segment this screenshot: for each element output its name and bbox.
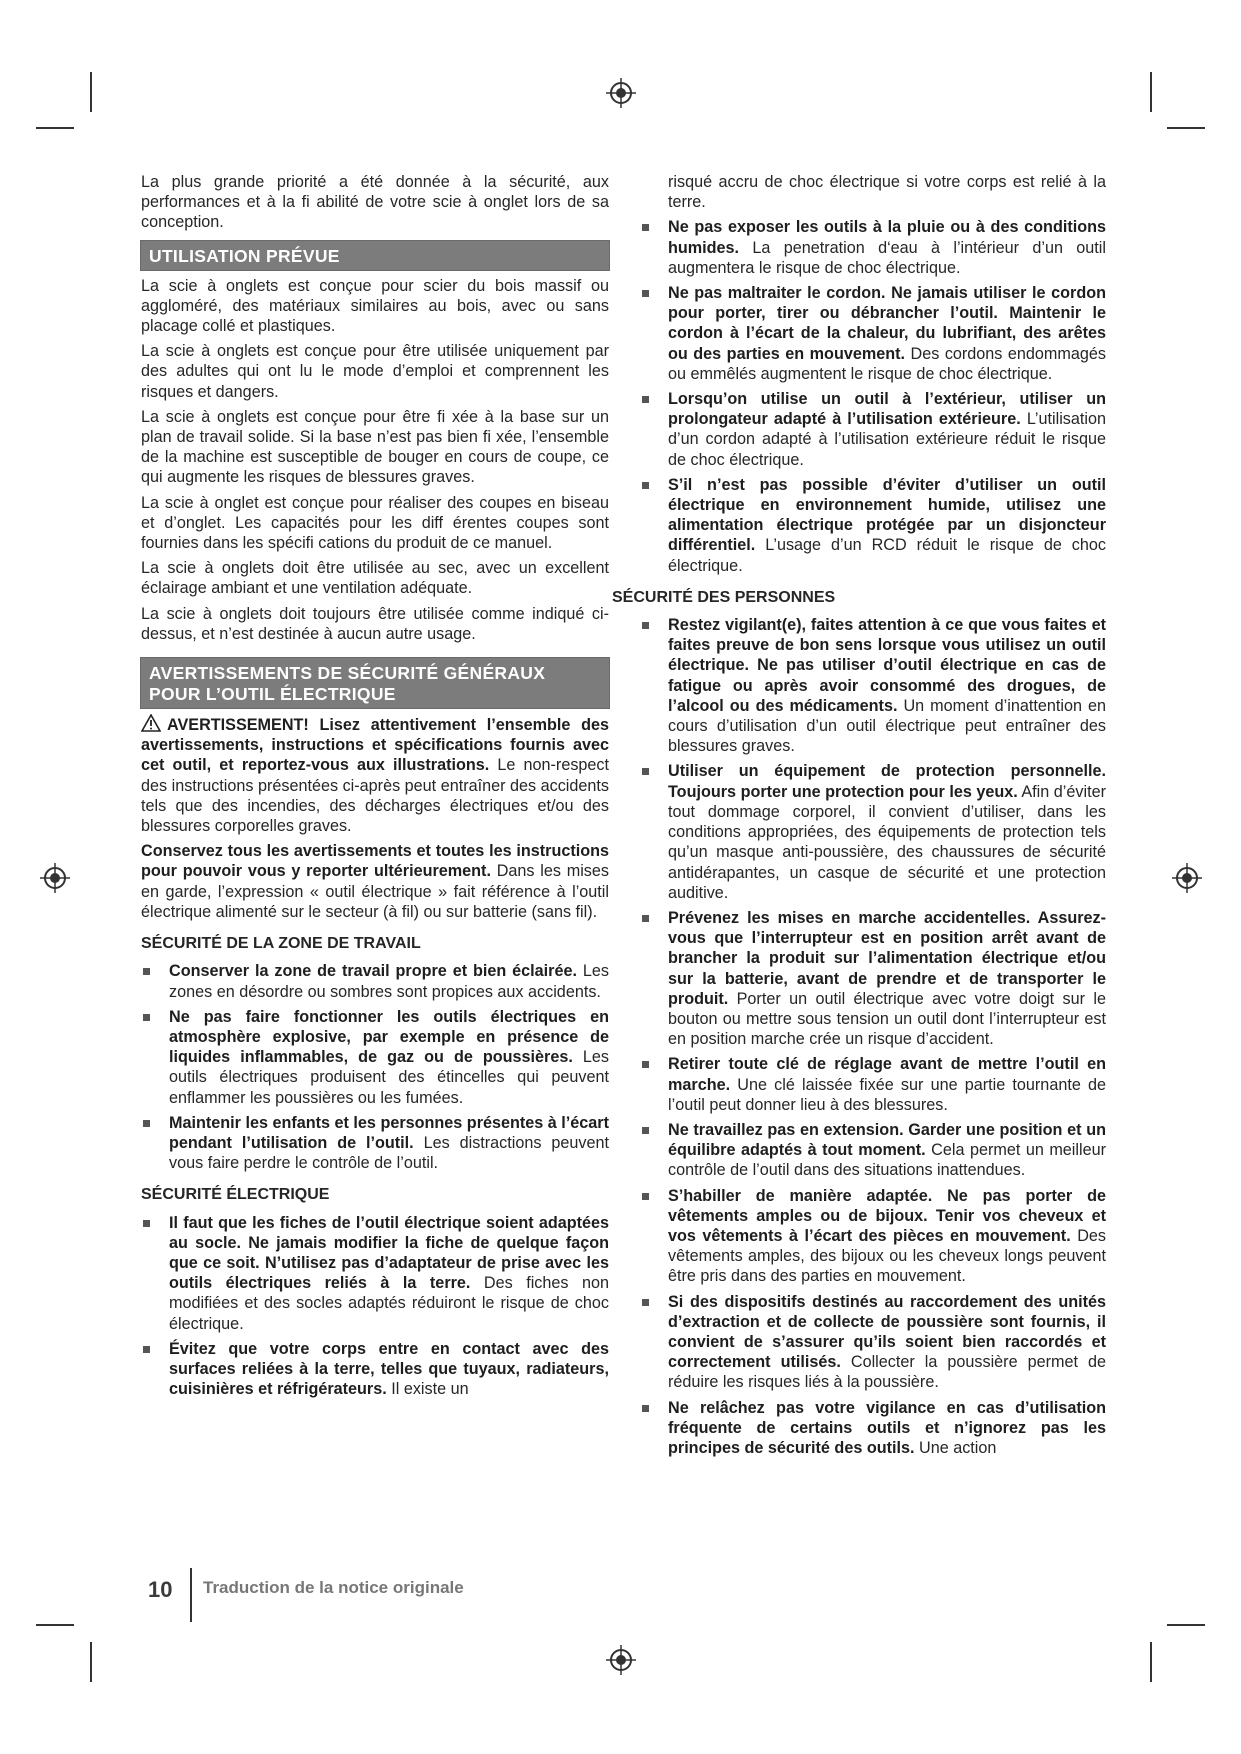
item-text: Cela permet un meilleur contrôle de l’outil dans des situations inattendues. (668, 1141, 1106, 1180)
paragraph: La scie à onglets est conçue pour être fi xée à la base sur un plan de travail solide. Si la base n’est pas bien fi xée, l’ensemble de la machine est susceptible de bouger en cours de coupe, ce qui augmente les risques de blessures graves. (141, 407, 609, 487)
bullet-icon (143, 1346, 150, 1353)
item-text: Une action (914, 1438, 997, 1457)
item-bold: Ne travaillez pas en extension. Garder une position et un équilibre adaptés à tout moment. (668, 1120, 1106, 1160)
list-item (640, 1120, 1106, 1181)
bullet-icon (642, 482, 649, 489)
item-text: Des cordons endommagés ou emmêlés augmentent le risque de choc électrique. (668, 344, 1106, 383)
section-banner-avertissements (141, 658, 609, 708)
section-title: UTILISATION PRÉVUE (149, 245, 340, 266)
bullet-icon (642, 396, 649, 403)
item-text: Une clé laissée fixée sur une partie tournante de l’outil peut donner lieu à des blessures. (668, 1075, 1106, 1114)
item-text: Collecter la poussière permet de réduire les risques liés à la poussière. (668, 1353, 1106, 1392)
warning-paragraph (141, 714, 609, 836)
electrical-list-continued (640, 217, 1106, 575)
bullet-icon (642, 915, 649, 922)
paragraph: La scie à onglets est conçue pour être utilisée uniquement par des adultes qui ont lu le mode d’emploi et comprennent les risques et dangers. (141, 342, 609, 401)
section-title: AVERTISSEMENTS DE SÉCURITÉ GÉNÉRAUX (149, 663, 546, 684)
item-text: Un moment d’inattention en cours d’utilisation d’un outil électrique peut entraîner des blessures graves. (668, 696, 1106, 756)
item-text: La penetration d‘eau à l’intérieur d’un outil augmentera le risque de choc électrique. (668, 238, 1106, 277)
item-bold: Ne pas faire fonctionner les outils électriques en atmosphère explosive, par exemple en présence de liquides inflammables, de gaz ou de poussières. (169, 1007, 609, 1067)
item-bold: Il faut que les fiches de l’outil électrique soient adaptées au socle. Ne jamais modifier la fiche de quelque façon que ce soit. N’utilisez pas d’adaptateur de prise avec les outils électriques reliés à la terre. (169, 1213, 609, 1293)
list-item (640, 217, 1106, 278)
list-item (640, 761, 1106, 902)
item-bold: Évitez que votre corps entre en contact avec des surfaces reliées à la terre, telles que tuyaux, radiateurs, cuisinières et réfrigérateurs. (169, 1339, 609, 1399)
warning-bold: AVERTISSEMENT! Lisez attentivement l’ensemble des avertissements, instructions et spécifications fournis avec cet outil, et reportez-vous aux illustrations. (141, 716, 609, 775)
crop-mark (1167, 127, 1205, 129)
list-item (640, 1054, 1106, 1115)
list-item (141, 1213, 609, 1334)
item-text: Des vêtements amples, des bijoux ou les cheveux longs peuvent être pris dans des parties en mouvement. (668, 1226, 1106, 1286)
crop-mark (36, 127, 74, 129)
item-bold: Ne pas maltraiter le cordon. Ne jamais utiliser le cordon pour porter, tirer ou débrancher l’outil. Maintenir le cordon à l’écart de la chaleur, du lubrifiant, des arêtes ou des parties en mouvement. (668, 284, 1106, 363)
bullet-icon (642, 224, 649, 231)
item-bold: Utiliser un équipement de protection personnelle. Toujours porter une protection pour les yeux. (668, 762, 1106, 801)
keep-instructions-paragraph (141, 841, 609, 922)
keep-bold: Conservez tous les avertissements et toutes les instructions pour pouvoir vous y reporter ultérieurement. (141, 842, 609, 881)
personal-list (640, 615, 1106, 1458)
item-text: L’usage d’un RCD réduit le risque de choc électrique. (668, 536, 1106, 575)
bullet-icon (642, 290, 649, 297)
bullet-icon (143, 1220, 150, 1227)
footer-caption: Traduction de la notice originale (203, 1578, 464, 1597)
list-item (141, 961, 609, 1001)
continuation-text: risqué accru de choc électrique si votre corps est relié à la terre. (668, 173, 1106, 212)
item-bold: Ne relâchez pas votre vigilance en cas d’utilisation fréquente de certains outils et n’ignorez pas les principes de sécurité des outils. (668, 1398, 1106, 1457)
paragraph: La scie à onglets doit être utilisée au sec, avec un excellent éclairage ambiant et une ventilation adéquate. (141, 559, 609, 598)
bullet-icon (642, 1405, 649, 1412)
registration-mark-icon (606, 78, 636, 108)
item-text: Les outils électriques produisent des étincelles qui peuvent enflammer les poussières ou les fumées. (169, 1048, 609, 1107)
item-text: Des fiches non modifiées et des socles adaptés réduiront le risque de choc électrique. (169, 1274, 609, 1333)
item-bold: Conserver la zone de travail propre et bien éclairée. (169, 962, 577, 981)
crop-mark (36, 1624, 74, 1626)
crop-mark (90, 72, 92, 112)
list-item (141, 1113, 609, 1174)
bullet-icon (642, 1061, 649, 1068)
heading-personal: SÉCURITÉ DES PERSONNES (612, 588, 836, 606)
item-bold: S’habiller de manière adaptée. Ne pas porter de vêtements amples ou de bijoux. Tenir vos cheveux et vos vêtements à l’écart des pièces en mouvement. (668, 1186, 1106, 1245)
right-column (612, 172, 1107, 1463)
registration-mark-icon (40, 863, 70, 893)
item-text: Les zones en désordre ou sombres sont propices aux accidents. (169, 962, 609, 1001)
intro-paragraph: La plus grande priorité a été donnée à la sécurité, aux performances et à la fi abilité de votre scie à onglet lors de sa conception. (141, 173, 609, 232)
list-item (640, 908, 1106, 1049)
item-bold: Ne pas exposer les outils à la pluie ou à des conditions humides. (668, 218, 1106, 257)
item-bold: Restez vigilant(e), faites attention à ce que vous faites et faites preuve de bon sens lorsque vous utilisez un outil électrique. Ne pas utiliser d’outil électrique en cas de fatigue ou après avoir consommé des drogues, de l’alcool ou des médicaments. (668, 616, 1106, 715)
keep-text: Dans les mises en garde, l’expression « outil électrique » fait référence à l’outil électrique alimenté sur le secteur (à fil) ou sur batterie (sans fil). (141, 862, 609, 921)
section-banner-utilisation (141, 241, 609, 270)
list-item (141, 1339, 609, 1400)
list-item (640, 1398, 1106, 1459)
list-item (141, 1007, 609, 1108)
list-item (640, 283, 1106, 384)
bullet-icon (143, 1120, 150, 1127)
list-item (640, 389, 1106, 470)
item-bold: Prévenez les mises en marche accidentelles. Assurez-vous que l’interrupteur est en position arrêt avant de brancher la produit sur l’alimentation électrique et/ou sur la batterie, avant de prendre et de transporter le produit. (668, 908, 1106, 1008)
paragraph: La scie à onglets est conçue pour scier du bois massif ou aggloméré, des matériaux similaires au bois, avec ou sans placage collé et plastiques. (141, 276, 609, 336)
bullet-icon (642, 622, 649, 629)
heading-electrical: SÉCURITÉ ÉLECTRIQUE (141, 1186, 330, 1204)
footer-divider (190, 1568, 192, 1622)
crop-mark (90, 1642, 92, 1682)
warning-triangle-icon (141, 714, 161, 732)
list-item (640, 1186, 1106, 1287)
bullet-icon (143, 968, 150, 975)
item-text: Il existe un (386, 1380, 469, 1399)
bullet-icon (642, 1127, 649, 1134)
list-item (640, 1292, 1106, 1393)
bullet-icon (642, 1299, 649, 1306)
list-item (640, 475, 1106, 576)
section-title: POUR L’OUTIL ÉLECTRIQUE (149, 684, 396, 705)
warning-text: Le non-respect des instructions présentées ci-après peut entraîner des accidents tels que des incendies, des décharges électriques et/ou des blessures corporelles graves. (141, 756, 610, 836)
left-column (141, 172, 609, 1404)
item-bold: Retirer toute clé de réglage avant de mettre l’outil en marche. (668, 1055, 1106, 1094)
item-bold: Maintenir les enfants et les personnes présentes à l’écart pendant l’utilisation de l’outil. (169, 1113, 609, 1152)
crop-mark (1167, 1624, 1205, 1626)
registration-mark-icon (606, 1645, 636, 1675)
item-bold: Lorsqu’on utilise un outil à l’extérieur, utiliser un prolongateur adapté à l’utilisation extérieure. (668, 390, 1106, 429)
page-number: 10 (148, 1577, 173, 1602)
crop-mark (1150, 72, 1152, 112)
item-text: Les distractions peuvent vous faire perdre le contrôle de l’outil. (169, 1133, 609, 1173)
heading-work-area: SÉCURITÉ DE LA ZONE DE TRAVAIL (141, 935, 421, 953)
paragraph: La scie à onglet est conçue pour réaliser des coupes en biseau et d’onglet. Les capacités pour les diff érentes coupes sont fournies dans les spécifi cations du produit de ce manuel. (141, 493, 609, 553)
paragraph: La scie à onglets doit toujours être utilisée comme indiqué ci-dessus, et n’est destinée à aucun autre usage. (141, 604, 609, 643)
item-text: Porter un outil électrique avec votre doigt sur le bouton ou mettre sous tension un outil dont l’interrupteur est en position marche crée un risque d’accident. (668, 989, 1106, 1049)
item-text: Afin d’éviter tout dommage corporel, il convient d’utiliser, dans les conditions appropriées, des équipements de protection tels qu’un masque anti-poussière, des chaussures de sécurité antidérapantes, un casque de sécurité et une protection auditive. (668, 782, 1106, 902)
item-text: L’utilisation d’un cordon adapté à l’utilisation extérieure réduit le risque de choc électrique. (668, 410, 1107, 469)
item-bold: S’il n’est pas possible d’éviter d’utiliser un outil électrique en environnement humide, utilisez une alimentation électrique protégée par un disjoncteur différentiel. (668, 475, 1106, 555)
bullet-icon (642, 1193, 649, 1200)
item-bold: Si des dispositifs destinés au raccordement des unités d’extraction et de collecte de poussière sont fournis, il convient de s’assurer qu’ils soient bien raccordés et correctement utilisés. (668, 1292, 1106, 1372)
registration-mark-icon (1172, 863, 1202, 893)
work-area-list (141, 961, 609, 1173)
bullet-icon (143, 1014, 150, 1021)
crop-mark (1150, 1642, 1152, 1682)
bullet-icon (642, 768, 649, 775)
list-item (640, 615, 1106, 756)
electrical-list (141, 1213, 609, 1400)
